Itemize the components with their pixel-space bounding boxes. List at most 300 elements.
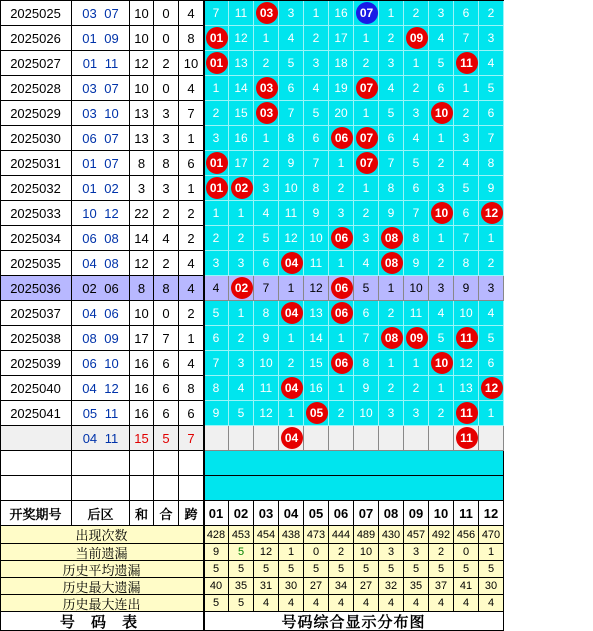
miss-cell: 12 <box>254 401 279 426</box>
he-cell: 2 <box>154 51 179 76</box>
stat-value: 9 <box>204 544 229 561</box>
miss-cell: 11 <box>279 201 304 226</box>
he-cell: 8 <box>154 276 179 301</box>
he-cell: 2 <box>154 201 179 226</box>
number-column-header: 07 <box>354 500 379 526</box>
stat-value: 35 <box>404 578 429 595</box>
blank-cell <box>72 476 130 501</box>
sum-cell: 15 <box>130 426 154 451</box>
column-header: 开奖期号 <box>0 500 72 526</box>
drawn-number-ball: 08 <box>381 227 403 249</box>
span-cell: 4 <box>179 351 204 376</box>
miss-cell: 18 <box>329 51 354 76</box>
miss-cell: 7 <box>404 201 429 226</box>
stat-value: 438 <box>279 526 304 544</box>
back-zone-cell: 01 02 <box>72 176 130 201</box>
stat-value: 34 <box>329 578 354 595</box>
miss-cell: 2 <box>204 101 229 126</box>
miss-cell: 3 <box>229 351 254 376</box>
miss-cell: 7 <box>204 351 229 376</box>
back-zone-cell: 01 09 <box>72 26 130 51</box>
stat-label: 历史平均遗漏 <box>0 561 204 578</box>
blank-number-area <box>204 476 504 501</box>
miss-cell <box>204 426 229 451</box>
miss-cell: 4 <box>479 301 504 326</box>
miss-cell <box>304 426 329 451</box>
drawn-number-ball: 01 <box>206 152 228 174</box>
stat-value: 2 <box>329 544 354 561</box>
miss-cell: 9 <box>204 401 229 426</box>
miss-cell: 4 <box>479 51 504 76</box>
miss-cell: 2 <box>479 251 504 276</box>
column-header: 和 <box>130 500 154 526</box>
miss-cell: 9 <box>254 326 279 351</box>
stat-value: 444 <box>329 526 354 544</box>
sum-cell: 13 <box>130 101 154 126</box>
miss-cell: 4 <box>204 276 229 301</box>
miss-cell: 8 <box>479 151 504 176</box>
drawn-number-ball: 11 <box>456 427 478 449</box>
miss-cell: 2 <box>429 151 454 176</box>
miss-cell: 1 <box>254 26 279 51</box>
miss-cell: 8 <box>304 176 329 201</box>
miss-cell: 3 <box>354 226 379 251</box>
stat-value: 32 <box>379 578 404 595</box>
stat-value: 456 <box>454 526 479 544</box>
miss-cell: 5 <box>429 51 454 76</box>
stat-value: 453 <box>229 526 254 544</box>
column-header: 合 <box>154 500 179 526</box>
drawn-number-ball: 01 <box>206 27 228 49</box>
stat-value: 1 <box>279 544 304 561</box>
miss-cell: 1 <box>429 126 454 151</box>
miss-cell: 2 <box>404 1 429 26</box>
miss-cell: 4 <box>429 26 454 51</box>
miss-cell: 2 <box>354 51 379 76</box>
span-cell: 4 <box>179 276 204 301</box>
sum-cell: 22 <box>130 201 154 226</box>
number-column-header: 11 <box>454 500 479 526</box>
period-cell <box>0 426 72 451</box>
footer-right-title: 号码综合显示分布图 <box>204 612 504 631</box>
back-zone-cell: 03 10 <box>72 101 130 126</box>
he-cell: 3 <box>154 101 179 126</box>
miss-cell: 1 <box>279 326 304 351</box>
he-cell: 0 <box>154 1 179 26</box>
miss-cell: 7 <box>454 26 479 51</box>
stat-value: 37 <box>429 578 454 595</box>
drawn-number-ball: 01 <box>206 177 228 199</box>
stat-value: 40 <box>204 578 229 595</box>
stat-value: 0 <box>304 544 329 561</box>
miss-cell: 1 <box>254 126 279 151</box>
sum-cell: 12 <box>130 251 154 276</box>
miss-cell: 3 <box>404 101 429 126</box>
sum-cell: 12 <box>130 51 154 76</box>
miss-cell: 19 <box>329 76 354 101</box>
number-column-header: 09 <box>404 500 429 526</box>
drawn-number-ball: 04 <box>281 377 303 399</box>
miss-cell: 4 <box>304 76 329 101</box>
miss-cell: 6 <box>479 351 504 376</box>
back-zone-cell: 02 06 <box>72 276 130 301</box>
sum-cell: 10 <box>130 26 154 51</box>
miss-cell: 4 <box>254 201 279 226</box>
stat-value: 4 <box>454 595 479 612</box>
miss-cell: 5 <box>204 301 229 326</box>
he-cell: 5 <box>154 426 179 451</box>
stat-value: 4 <box>379 595 404 612</box>
miss-cell: 3 <box>279 1 304 26</box>
period-cell: 2025033 <box>0 201 72 226</box>
miss-cell: 14 <box>229 76 254 101</box>
period-cell: 2025038 <box>0 326 72 351</box>
miss-cell: 8 <box>379 176 404 201</box>
blank-cell <box>130 476 154 501</box>
miss-cell: 11 <box>229 1 254 26</box>
stat-value: 492 <box>429 526 454 544</box>
period-cell: 2025040 <box>0 376 72 401</box>
miss-cell: 4 <box>229 376 254 401</box>
blank-cell <box>72 451 130 476</box>
back-zone-cell: 04 11 <box>72 426 130 451</box>
miss-cell: 11 <box>254 376 279 401</box>
miss-cell: 2 <box>229 226 254 251</box>
number-column-header: 03 <box>254 500 279 526</box>
blank-cell <box>179 451 204 476</box>
miss-cell: 4 <box>354 251 379 276</box>
he-cell: 6 <box>154 351 179 376</box>
back-zone-cell: 03 07 <box>72 76 130 101</box>
miss-cell: 5 <box>229 401 254 426</box>
sum-cell: 17 <box>130 326 154 351</box>
miss-cell: 15 <box>229 101 254 126</box>
drawn-number-ball: 04 <box>281 252 303 274</box>
miss-cell: 8 <box>254 301 279 326</box>
miss-cell: 6 <box>454 1 479 26</box>
stat-label: 历史最大连出 <box>0 595 204 612</box>
miss-cell <box>229 426 254 451</box>
stat-value: 5 <box>304 561 329 578</box>
span-cell: 2 <box>179 301 204 326</box>
number-column-header: 04 <box>279 500 304 526</box>
number-column-header: 06 <box>329 500 354 526</box>
miss-cell: 1 <box>204 201 229 226</box>
drawn-number-ball: 04 <box>281 427 303 449</box>
miss-cell: 1 <box>279 276 304 301</box>
miss-cell: 4 <box>404 126 429 151</box>
miss-cell: 2 <box>329 176 354 201</box>
stat-value: 41 <box>454 578 479 595</box>
drawn-number-ball: 06 <box>331 352 353 374</box>
stat-label: 出现次数 <box>0 526 204 544</box>
back-zone-cell: 04 06 <box>72 301 130 326</box>
period-cell: 2025028 <box>0 76 72 101</box>
miss-cell: 5 <box>254 226 279 251</box>
drawn-number-ball: 01 <box>206 52 228 74</box>
sum-cell: 16 <box>130 376 154 401</box>
stat-value: 5 <box>204 561 229 578</box>
drawn-number-ball: 11 <box>456 402 478 424</box>
span-cell: 2 <box>179 226 204 251</box>
sum-cell: 13 <box>130 126 154 151</box>
sum-cell: 10 <box>130 1 154 26</box>
stat-value: 0 <box>454 544 479 561</box>
column-header: 后区 <box>72 500 130 526</box>
sum-cell: 8 <box>130 276 154 301</box>
stat-value: 27 <box>354 578 379 595</box>
miss-cell: 9 <box>404 251 429 276</box>
miss-cell: 12 <box>304 276 329 301</box>
back-zone-cell: 05 11 <box>72 401 130 426</box>
back-zone-cell: 06 10 <box>72 351 130 376</box>
miss-cell: 2 <box>404 376 429 401</box>
stat-value: 30 <box>279 578 304 595</box>
drawn-number-ball: 09 <box>406 27 428 49</box>
miss-cell: 5 <box>429 326 454 351</box>
miss-cell: 16 <box>329 1 354 26</box>
miss-cell: 6 <box>204 326 229 351</box>
number-column-header: 08 <box>379 500 404 526</box>
span-cell: 6 <box>179 151 204 176</box>
number-column-header: 12 <box>479 500 504 526</box>
miss-cell: 3 <box>254 176 279 201</box>
drawn-number-ball: 02 <box>231 277 253 299</box>
stat-value: 5 <box>204 595 229 612</box>
sum-cell: 8 <box>130 151 154 176</box>
miss-cell: 2 <box>429 401 454 426</box>
span-cell: 8 <box>179 376 204 401</box>
miss-cell: 3 <box>379 51 404 76</box>
span-cell: 10 <box>179 51 204 76</box>
back-zone-cell: 04 08 <box>72 251 130 276</box>
sum-cell: 10 <box>130 301 154 326</box>
drawn-number-ball: 02 <box>231 177 253 199</box>
miss-cell: 2 <box>379 26 404 51</box>
miss-cell: 9 <box>479 176 504 201</box>
miss-cell: 3 <box>429 176 454 201</box>
miss-cell: 7 <box>204 1 229 26</box>
footer-left-title: 号 码 表 <box>0 612 204 631</box>
sum-cell: 14 <box>130 226 154 251</box>
miss-cell: 6 <box>304 126 329 151</box>
stat-value: 489 <box>354 526 379 544</box>
drawn-number-ball: 10 <box>431 102 453 124</box>
miss-cell: 10 <box>254 351 279 376</box>
drawn-number-ball: 09 <box>406 327 428 349</box>
stat-value: 473 <box>304 526 329 544</box>
stat-value: 3 <box>404 544 429 561</box>
miss-cell: 1 <box>279 401 304 426</box>
miss-cell: 3 <box>204 126 229 151</box>
miss-cell: 4 <box>454 151 479 176</box>
number-column-header: 10 <box>429 500 454 526</box>
miss-cell: 5 <box>404 151 429 176</box>
period-cell: 2025039 <box>0 351 72 376</box>
miss-cell: 3 <box>404 401 429 426</box>
period-cell: 2025034 <box>0 226 72 251</box>
stat-value: 430 <box>379 526 404 544</box>
he-cell: 8 <box>154 151 179 176</box>
sum-cell: 10 <box>130 76 154 101</box>
stat-value: 27 <box>304 578 329 595</box>
he-cell: 4 <box>154 226 179 251</box>
period-cell: 2025037 <box>0 301 72 326</box>
miss-cell: 14 <box>304 326 329 351</box>
miss-cell: 8 <box>404 226 429 251</box>
miss-cell: 5 <box>479 76 504 101</box>
miss-cell: 1 <box>229 301 254 326</box>
stat-value: 5 <box>229 595 254 612</box>
miss-cell: 1 <box>329 376 354 401</box>
stat-value: 5 <box>229 544 254 561</box>
miss-cell: 1 <box>329 151 354 176</box>
he-cell: 2 <box>154 251 179 276</box>
miss-cell: 1 <box>304 1 329 26</box>
drawn-number-ball: 06 <box>331 127 353 149</box>
miss-cell: 6 <box>279 76 304 101</box>
miss-cell: 4 <box>279 26 304 51</box>
miss-cell: 1 <box>379 351 404 376</box>
miss-cell: 4 <box>379 76 404 101</box>
miss-cell: 8 <box>454 251 479 276</box>
stat-label: 当前遗漏 <box>0 544 204 561</box>
he-cell: 0 <box>154 301 179 326</box>
miss-cell: 10 <box>404 276 429 301</box>
back-zone-cell: 01 11 <box>72 51 130 76</box>
miss-cell: 7 <box>304 151 329 176</box>
miss-cell: 3 <box>479 276 504 301</box>
miss-cell: 2 <box>354 201 379 226</box>
period-cell: 2025036 <box>0 276 72 301</box>
miss-cell: 1 <box>354 101 379 126</box>
period-cell: 2025031 <box>0 151 72 176</box>
miss-cell <box>379 426 404 451</box>
miss-cell: 11 <box>304 251 329 276</box>
miss-cell: 13 <box>229 51 254 76</box>
miss-cell: 5 <box>279 51 304 76</box>
miss-cell: 6 <box>429 76 454 101</box>
number-column-header: 01 <box>204 500 229 526</box>
miss-cell: 16 <box>229 126 254 151</box>
back-zone-cell: 06 07 <box>72 126 130 151</box>
miss-cell: 1 <box>379 1 404 26</box>
period-cell: 2025035 <box>0 251 72 276</box>
sum-cell: 16 <box>130 401 154 426</box>
number-column-header: 05 <box>304 500 329 526</box>
he-cell: 7 <box>154 326 179 351</box>
stat-value: 12 <box>254 544 279 561</box>
stat-value: 4 <box>254 595 279 612</box>
sum-cell: 3 <box>130 176 154 201</box>
period-cell: 2025030 <box>0 126 72 151</box>
stat-value: 4 <box>279 595 304 612</box>
number-column-header: 02 <box>229 500 254 526</box>
miss-cell: 2 <box>329 401 354 426</box>
miss-cell: 7 <box>379 151 404 176</box>
miss-cell: 10 <box>354 401 379 426</box>
he-cell: 6 <box>154 401 179 426</box>
miss-cell: 8 <box>279 126 304 151</box>
stat-value: 3 <box>379 544 404 561</box>
miss-cell: 2 <box>204 226 229 251</box>
sum-cell: 16 <box>130 351 154 376</box>
stat-value: 457 <box>404 526 429 544</box>
drawn-number-ball: 03 <box>256 77 278 99</box>
miss-cell: 12 <box>454 351 479 376</box>
miss-cell: 1 <box>204 76 229 101</box>
back-zone-cell: 10 12 <box>72 201 130 226</box>
stat-value: 4 <box>479 595 504 612</box>
miss-cell: 5 <box>379 101 404 126</box>
miss-cell: 1 <box>429 376 454 401</box>
span-cell: 7 <box>179 426 204 451</box>
stat-value: 470 <box>479 526 504 544</box>
stat-value: 5 <box>404 561 429 578</box>
miss-cell: 1 <box>229 201 254 226</box>
stat-value: 4 <box>404 595 429 612</box>
span-cell: 1 <box>179 176 204 201</box>
miss-cell: 8 <box>204 376 229 401</box>
miss-cell: 7 <box>354 326 379 351</box>
period-cell: 2025026 <box>0 26 72 51</box>
span-cell: 4 <box>179 1 204 26</box>
miss-cell: 5 <box>354 276 379 301</box>
miss-cell: 2 <box>479 1 504 26</box>
miss-cell: 6 <box>479 101 504 126</box>
stat-value: 4 <box>354 595 379 612</box>
stat-value: 30 <box>479 578 504 595</box>
back-zone-cell: 04 12 <box>72 376 130 401</box>
miss-cell: 20 <box>329 101 354 126</box>
miss-cell <box>404 426 429 451</box>
stat-value: 31 <box>254 578 279 595</box>
miss-cell: 16 <box>304 376 329 401</box>
column-header: 跨 <box>179 500 204 526</box>
miss-cell: 13 <box>304 301 329 326</box>
drawn-number-ball: 08 <box>381 327 403 349</box>
he-cell: 3 <box>154 126 179 151</box>
blank-cell <box>0 476 72 501</box>
period-cell: 2025029 <box>0 101 72 126</box>
miss-cell: 4 <box>429 301 454 326</box>
miss-cell: 1 <box>354 176 379 201</box>
span-cell: 2 <box>179 201 204 226</box>
drawn-number-ball: 10 <box>431 202 453 224</box>
drawn-number-ball: 12 <box>481 202 503 224</box>
stat-value: 4 <box>329 595 354 612</box>
miss-cell: 7 <box>279 101 304 126</box>
miss-cell: 2 <box>429 251 454 276</box>
span-cell: 4 <box>179 251 204 276</box>
miss-cell: 3 <box>429 1 454 26</box>
miss-cell: 3 <box>429 276 454 301</box>
miss-cell <box>354 426 379 451</box>
miss-cell: 1 <box>429 226 454 251</box>
miss-cell: 7 <box>454 226 479 251</box>
miss-cell: 10 <box>304 226 329 251</box>
miss-cell: 1 <box>329 251 354 276</box>
span-cell: 4 <box>179 76 204 101</box>
miss-cell: 17 <box>229 151 254 176</box>
miss-cell: 1 <box>479 401 504 426</box>
miss-cell: 1 <box>329 326 354 351</box>
miss-cell <box>429 426 454 451</box>
span-cell: 1 <box>179 126 204 151</box>
miss-cell: 8 <box>354 351 379 376</box>
span-cell: 6 <box>179 401 204 426</box>
miss-cell: 3 <box>329 201 354 226</box>
